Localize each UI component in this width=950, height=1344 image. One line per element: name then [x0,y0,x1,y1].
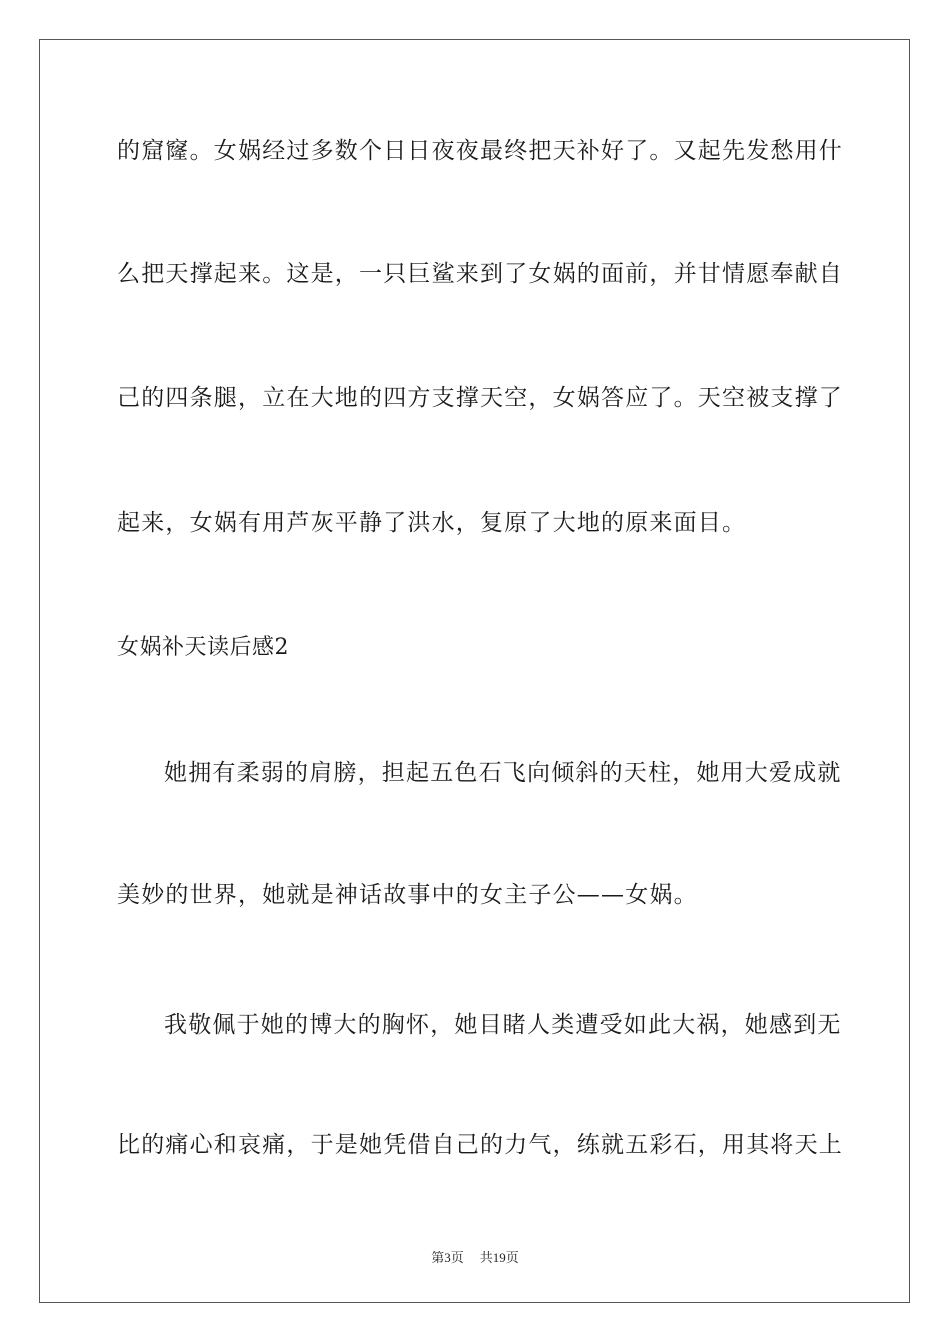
text-line-2: 么把天撑起来。这是，一只巨鲨来到了女娲的面前，并甘情愿奉献自 [117,261,843,287]
page-frame [39,39,910,1303]
text-line-1: 的窟窿。女娲经过多数个日日夜夜最终把天补好了。又起先发愁用什 [117,138,843,164]
section-heading: 女娲补天读后感2 [117,635,289,660]
page-footer [0,1247,950,1266]
page-total: 共19页 [479,1250,519,1265]
paragraph3-line-2: 比的痛心和哀痛，于是她凭借自己的力气，练就五彩石，用其将天上 [117,1132,843,1158]
paragraph3-line-1: 我敬佩于她的博大的胸怀，她目睹人类遭受如此大祸，她感到无 [164,1012,842,1038]
text-line-3: 己的四条腿，立在大地的四方支撑天空，女娲答应了。天空被支撑了 [117,385,843,411]
page-number: 第3页 [431,1250,464,1265]
paragraph2-line-1: 她拥有柔弱的肩膀，担起五色石飞向倾斜的天柱，她用大爱成就 [164,760,842,786]
paragraph2-line-2: 美妙的世界，她就是神话故事中的女主子公——女娲。 [117,882,698,908]
text-line-4: 起来，女娲有用芦灰平静了洪水，复原了大地的原来面目。 [117,510,747,536]
